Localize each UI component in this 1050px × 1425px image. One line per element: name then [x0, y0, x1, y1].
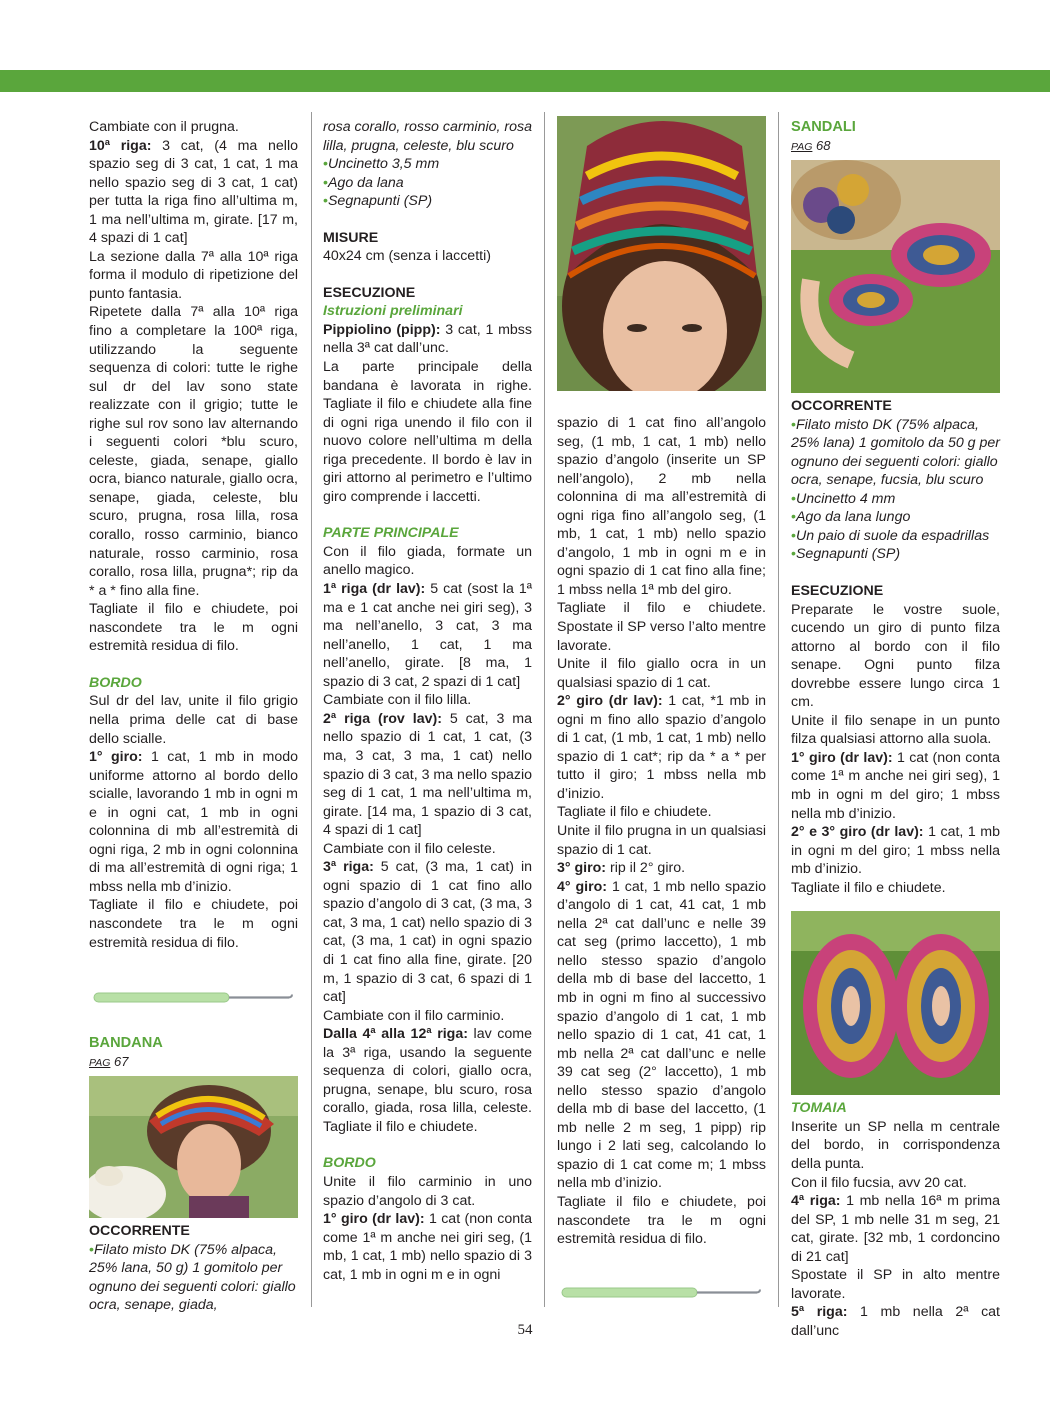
- paragraph: Tagliate il filo e chiudete.: [791, 879, 946, 896]
- paragraph: 1° giro: 1 cat, 1 mb in modo uniforme attorno al bordo dello scialle, lavorando 1 mb in ogni m e in ogni cat, 1 mb in ogni colonnina di mb all’estremità di ogni riga, 2 mb in ogni colonnina di ma all’estremità di ogni riga; 1 mbss nella mb d’inizio.: [89, 749, 298, 895]
- paragraph: 1° giro (dr lav): 1 cat (non conta come 1ª m anche nei giri seg, (1 mb, 1 cat, 1 mb) nello spazio di 3 cat, 1 mb in ogni m e in ogni: [323, 1211, 532, 1283]
- paragraph: Sul dr del lav, unite il filo grigio nella prima delle cat di base dello scialle.: [89, 693, 298, 747]
- photo-bandana-closeup: [557, 116, 766, 391]
- paragraph: Tagliate il filo e chiudete, poi nascondete tra le m ogni estremità residua di filo.: [557, 1193, 766, 1248]
- paragraph: 2° giro (dr lav): 1 cat, *1 mb in ogni m fino allo spazio d’angolo di 1 cat, (1 mb, 1 cat, 1 mb) nello spazio di 1 cat*; rip da * a * per tutto il giro; 1 mbss nella mb d’inizio.: [557, 693, 766, 802]
- list-item: • Segnapunti (SP): [323, 192, 532, 211]
- paragraph: Spostate il SP in alto mentre lavorate.: [791, 1267, 1000, 1302]
- section-heading-occorrente: OCCORRENTE: [791, 398, 892, 415]
- paragraph: Preparate le vostre suole, cucendo un giro di punto filza attorno al bordo con il filo senape. Ogni punto filza dovrebbe essere lungo circa 1 cm.: [791, 601, 1000, 711]
- section-heading-misure: MISURE: [323, 229, 379, 246]
- paragraph: spazio di 1 cat fino all’angolo seg, (1 mb, 1 cat, 1 mb) nello spazio d’angolo (inserite un SP nell’angolo), 2 mb nella colonnina di ma all’estremità di ogni riga fino all’angolo seg, (1 mb, 1 cat, 1 mb) nello spazio d’angolo, 1 mb in ogni m e in ogni spazio di 1 cat fino alla fine; 1 mbss nella 1ª mb del giro.: [557, 415, 766, 598]
- paragraph: 1° giro (dr lav): 1 cat (non conta come 1ª m anche nei giri seg), 1 mb in ogni m del giro; 1 mbss nella mb d’inizio.: [791, 749, 1000, 822]
- section-heading-sandali: SANDALI: [791, 119, 856, 135]
- list-item: • Segnapunti (SP): [791, 545, 1000, 564]
- photo-sandals-basket: [791, 160, 1000, 393]
- page-number: 54: [517, 1322, 533, 1338]
- paragraph: Cambiate con il filo lilla.: [323, 692, 472, 709]
- paragraph: Tagliate il filo e chiudete. Spostate il SP verso l’alto mentre lavorate.: [557, 600, 766, 654]
- paragraph: Con il filo fucsia, avv 20 cat.: [791, 1174, 967, 1191]
- list-item: • Uncinetto 3,5 mm: [323, 155, 532, 174]
- photo-sandals-feet: [791, 911, 1000, 1095]
- list-item: • Filato misto DK (75% alpaca, 25% lana) 1 gomitolo da 50 g per ognuno dei seguenti colori: giallo ocra, senape, fucsia, blu scuro: [791, 416, 1000, 490]
- column-1: [89, 118, 298, 1315]
- paragraph: Unite il filo giallo ocra in un qualsiasi spazio di 1 cat.: [557, 656, 766, 691]
- paragraph: Pippiolino (pipp): 3 cat, 1 mbss nella 3ª cat dall’unc.: [323, 321, 532, 357]
- top-green-band: [0, 70, 1050, 92]
- paragraph: 5ª riga: 1 mb nella 2ª cat dall’unc: [791, 1304, 1000, 1339]
- materials-list: [323, 155, 532, 211]
- paragraph: 3° giro: rip il 2° giro.: [557, 860, 686, 877]
- paragraph: rosa corallo, rosso carminio, rosa lilla, prugna, celeste, blu scuro: [323, 119, 532, 154]
- paragraph: Cambiate con il filo celeste.: [323, 840, 496, 857]
- paragraph: Con il filo giada, formate un anello magico.: [323, 543, 532, 579]
- paragraph: Unite il filo senape in un punto filza qualsiasi attorno alla suola.: [791, 712, 1000, 748]
- list-item: • Ago da lana: [323, 174, 532, 193]
- column-4: [791, 118, 1000, 1340]
- photo-bandana-girl-lamb: [89, 1076, 298, 1218]
- paragraph: 3ª riga: 5 cat, (3 ma, 1 cat) in ogni spazio di 1 cat fino allo spazio d’angolo di 3 cat, (3 ma, 3 cat, 3 ma, 1 cat) nello spazio di 3 cat, (3 ma, 1 cat) in ogni spazio di 1 cat fino alla fine, girate. [20 m, 1 spazio di 3 cat, 6 spazi di 1 cat]: [323, 859, 532, 1006]
- subheading-istruzioni: Istruzioni preliminari: [323, 303, 463, 320]
- page-ref: PAG 68: [791, 137, 831, 153]
- section-heading-bordo: BORDO: [89, 674, 142, 691]
- paragraph: Tagliate il filo e chiudete.: [557, 804, 712, 821]
- paragraph: 1ª riga (dr lav): 5 cat (sost la 1ª ma e 1 cat anche nei giri seg), 3 ma nell’anello, 3 cat, 3 ma nell’anello, 1 cat, 1 ma nell’anello, girate. [8 ma, 1 spazio di 3 cat, 2 spazi di 1 cat]: [323, 581, 532, 690]
- paragraph: 4ª riga: 1 mb nella 16ª m prima del SP, 1 mb nelle 31 m seg, 21 cat, girate. [32 mb, 1 cordoncino di 21 cat]: [791, 1193, 1001, 1265]
- section-heading-bandana: BANDANA: [89, 1035, 163, 1052]
- paragraph: Inserite un SP nella m centrale del bordo, in corrispondenza della punta.: [791, 1118, 1000, 1172]
- paragraph: 10ª riga: 3 cat, (4 ma nello spazio seg di 3 cat, 1 cat, 1 ma nello spazio seg di 3 cat, 1 cat) per tutta la riga fino all’ultima m, 1 ma nell’ultima m, girate. [17 m, 4 spazi di 1 cat]: [89, 137, 298, 247]
- crochet-hook-icon: [557, 1277, 766, 1307]
- page-ref: PAG 67: [89, 1053, 129, 1069]
- section-heading-occorrente: OCCORRENTE: [89, 1223, 190, 1240]
- paragraph: Cambiate con il prugna.: [89, 119, 239, 135]
- section-heading-parte-principale: PARTE PRINCIPALE: [323, 525, 459, 542]
- paragraph: Unite il filo carminio in uno spazio d’angolo di 3 cat.: [323, 1173, 532, 1209]
- paragraph: Unite il filo prugna in un qualsiasi spazio di 1 cat.: [557, 823, 766, 858]
- section-heading-esecuzione: ESECUZIONE: [791, 583, 884, 600]
- list-item: • Filato misto DK (75% alpaca, 25% lana, 50 g) 1 gomitolo per ognuno dei seguenti colori: giallo ocra, senape, giada,: [89, 1241, 298, 1315]
- column-divider: [311, 112, 312, 1307]
- paragraph: La sezione dalla 7ª alla 10ª riga forma il modulo di ripetizione del punto fantasia.: [89, 248, 298, 302]
- paragraph: Tagliate il filo e chiudete, poi nascondete tra le m ogni estremità residua di filo.: [89, 601, 298, 655]
- paragraph: 40x24 cm (senza i laccetti): [323, 248, 491, 265]
- paragraph: Tagliate il filo e chiudete, poi nascondete tra le m ogni estremità residua di filo.: [89, 897, 298, 951]
- paragraph: Ripetete dalla 7ª alla 10ª riga fino a completare la 100ª riga, utilizzando la seguente sequenza di colori: tutte le righe sul dr del lav sono state realizzate con il grigio; tutte le righe sul rov sono lav alternando i seguenti colori *blu scuro, celeste, giada, senape, giallo ocra, bianco naturale, giallo ocra, senape, giada, celeste, blu scuro, prugna, rosa lilla, rosa corallo, rosso carminio, bianco naturale, rosso carminio, rosa corallo, rosa lilla, prugna*; rip da * a * fino alla fine.: [89, 304, 298, 599]
- column-3: [557, 414, 766, 1307]
- column-2: [323, 118, 532, 1284]
- section-heading-tomaia: TOMAIA: [791, 1100, 847, 1117]
- list-item: • Un paio di suole da espadrillas: [791, 527, 1000, 546]
- materials-list: [791, 416, 1000, 564]
- column-divider: [544, 112, 545, 1307]
- section-heading-esecuzione: ESECUZIONE: [323, 284, 416, 301]
- paragraph: Dalla 4ª alla 12ª riga: lav come la 3ª riga, usando la seguente sequenza di colori, giallo ocra, prugna, senape, blu scuro, rosa corallo, giada, rosa lilla, celeste. Tagliate il filo e chiudete.: [323, 1026, 532, 1135]
- materials-list: [89, 1241, 298, 1315]
- list-item: • Ago da lana lungo: [791, 508, 1000, 527]
- crochet-hook-icon: [89, 982, 298, 1012]
- paragraph: 4° giro: 1 cat, 1 mb nello spazio d’angolo di 1 cat, 41 cat, 1 mb nella 2ª cat dall’unc e nelle 39 cat seg (primo laccetto), 1 mb nello stesso spazio d’angolo della mb di base del laccetto, 1 mb in ogni m fino al successivo spazio d’angolo di 1 cat, 1 mb nello spazio di 1 cat, 41 cat, 1 mb nella 2ª cat dall’unc e nelle 39 cat seg (2° laccetto), 1 mb nello stesso spazio d’angolo della mb di base del laccetto, (1 mb nelle 2 m seg, 1 pipp) rip lungo i 2 lati seg, calcolando lo spazio di 1 cat come m; 1 mbss nella mb d’inizio.: [557, 878, 766, 1192]
- column-divider: [778, 112, 779, 1307]
- paragraph: 2ª riga (rov lav): 5 cat, 3 ma nello spazio di 1 cat, 1 cat, (3 ma, 3 cat, 3 ma, 1 cat) nello spazio di 3 cat, 3 ma nello spazio seg di 1 cat, 1 ma nell’ultima m, girate. [14 ma, 1 spazio di 3 cat, 4 spazi di 1 cat]: [323, 710, 532, 839]
- section-heading-bordo: BORDO: [323, 1155, 376, 1172]
- paragraph: La parte principale della bandana è lavorata in righe. Tagliate il filo e chiudete alla fine di ogni riga unendo il filo con il nuovo colore nell’ultima m della riga precedente. Il bordo è lav in giri attorno al perimetro e l’ultimo giro comprende i laccetti.: [323, 359, 532, 505]
- paragraph: 2° e 3° giro (dr lav): 1 cat, 1 mb in ogni m del giro; 1 mbss nella mb d’inizio.: [791, 824, 1001, 878]
- paragraph: Cambiate con il filo carminio.: [323, 1007, 505, 1024]
- list-item: • Uncinetto 4 mm: [791, 490, 1000, 509]
